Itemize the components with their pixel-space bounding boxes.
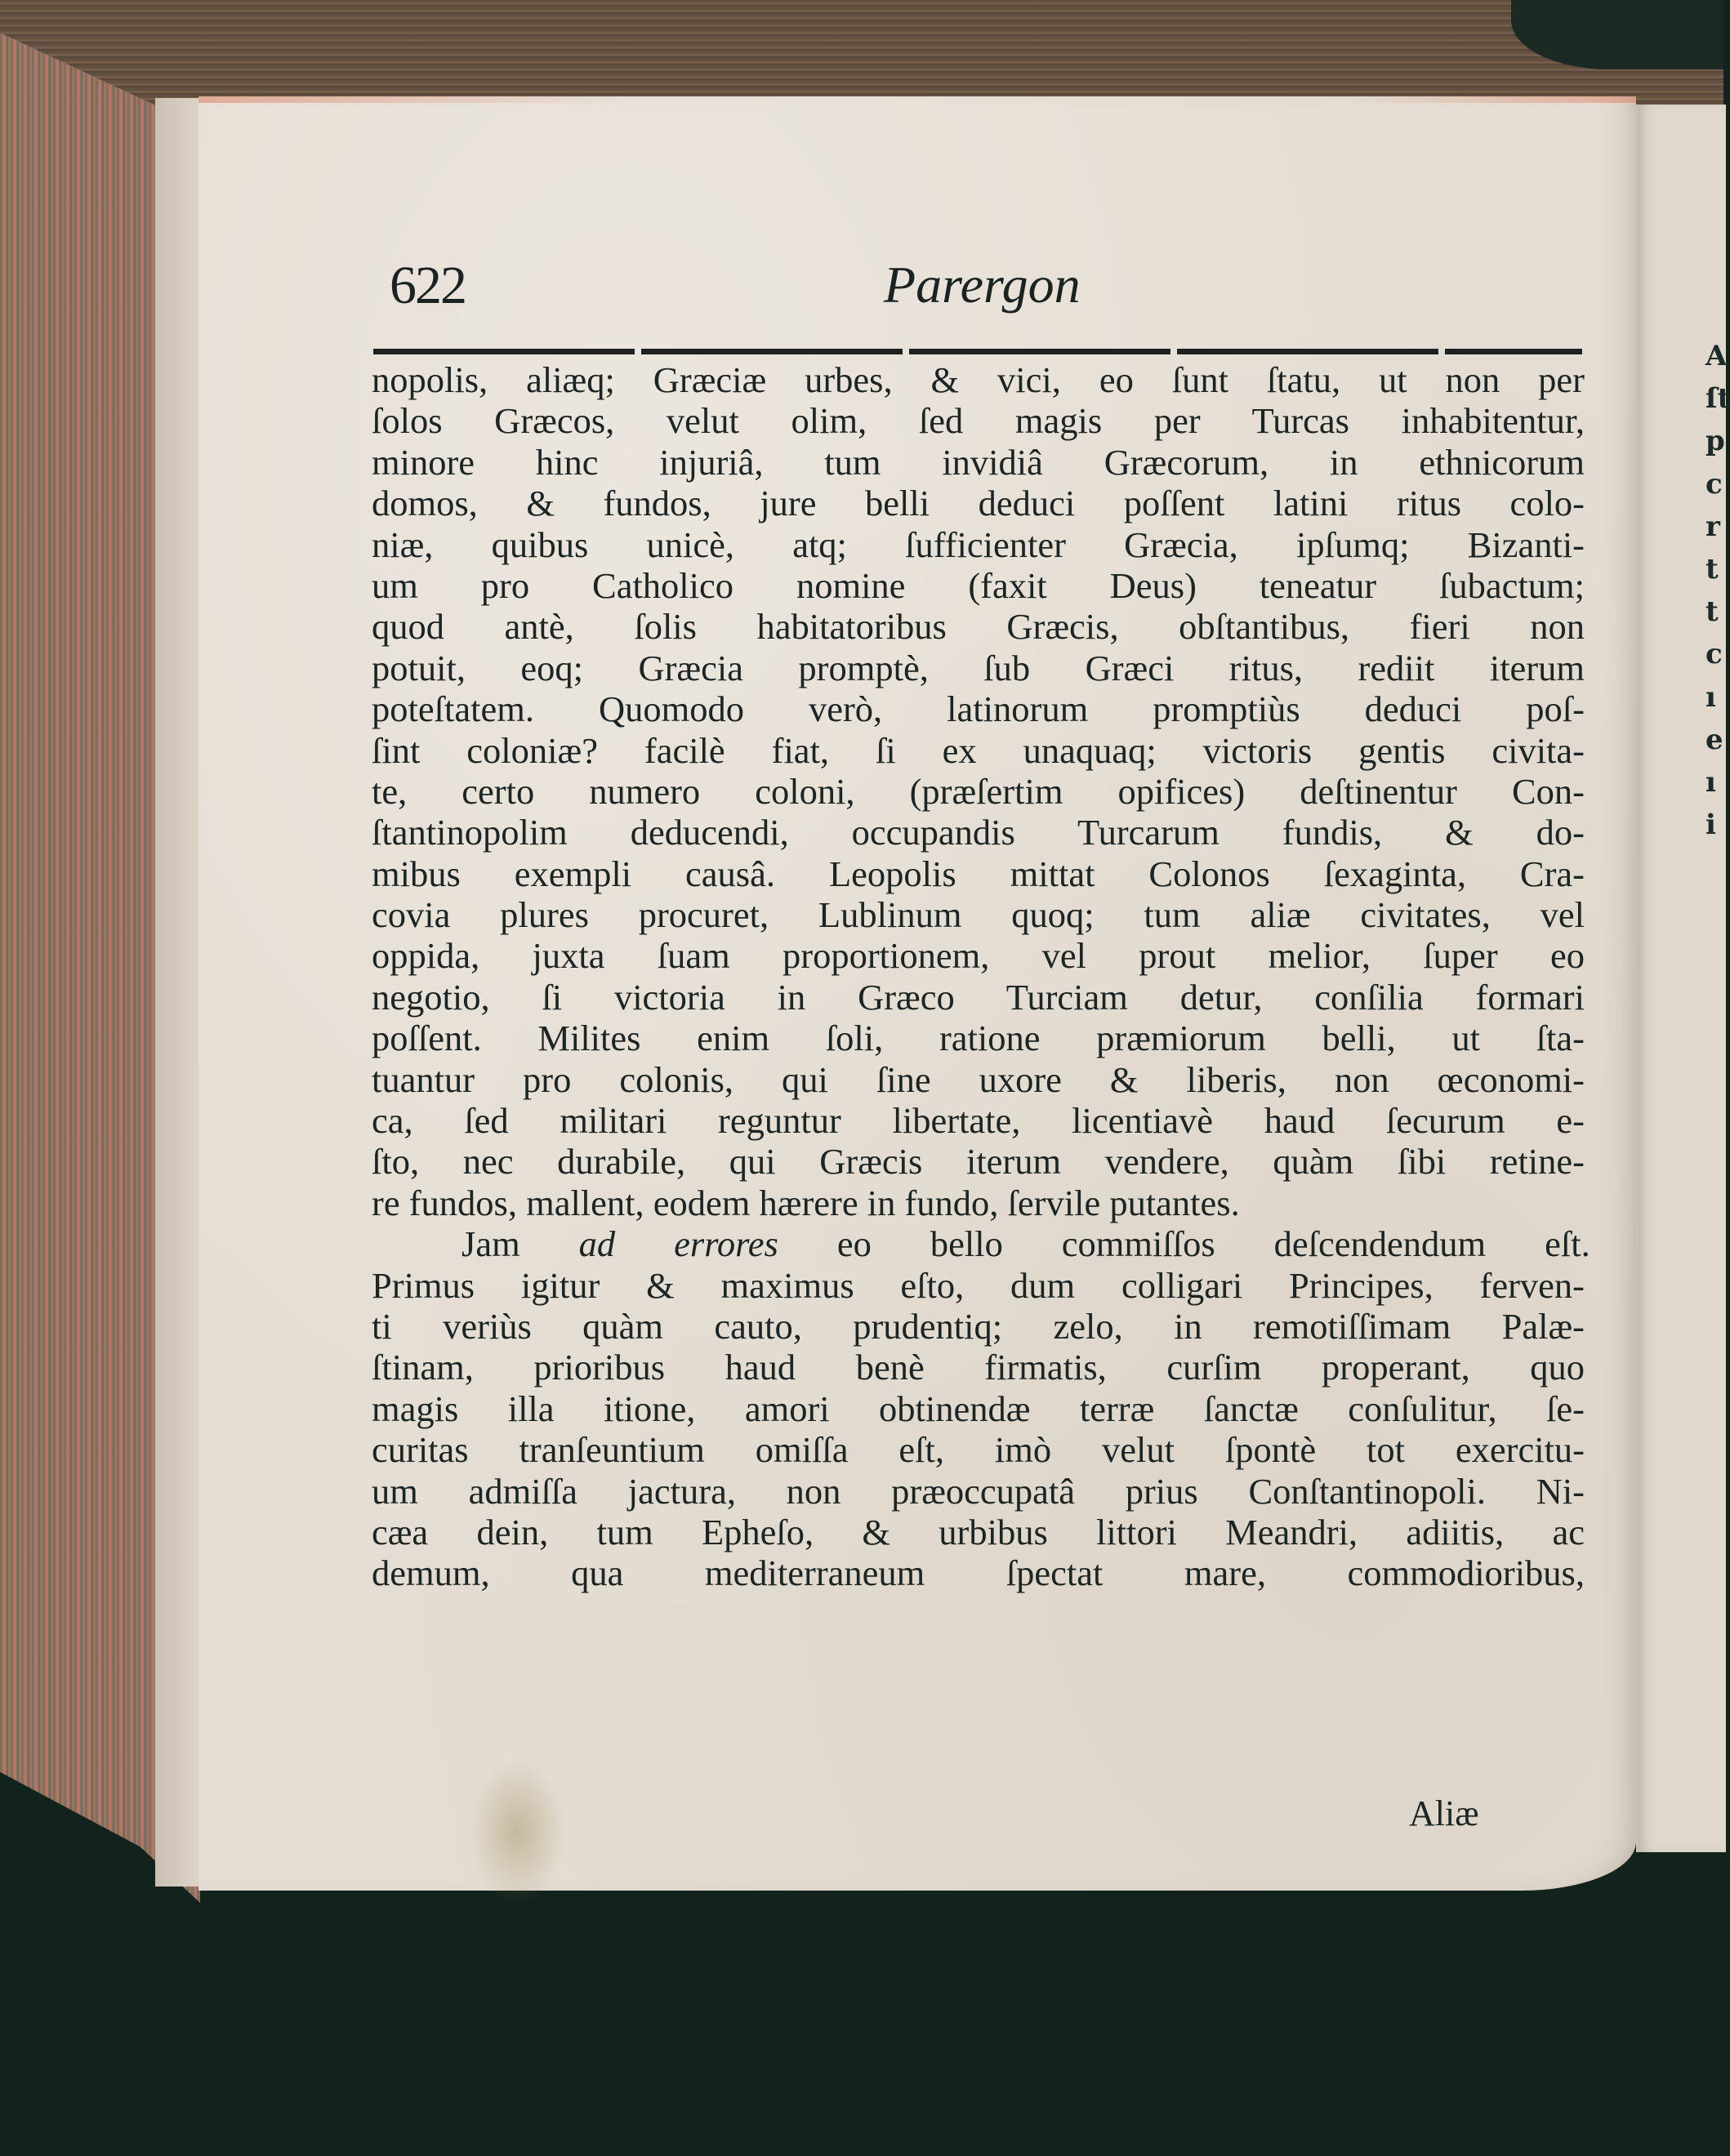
facing-glyph: t — [1705, 595, 1719, 629]
text-line: ſolos Græcos, velut olim, ſed magis per Turcas inhabitentur, — [372, 400, 1585, 442]
facing-glyph: ſt — [1705, 382, 1730, 416]
text-line: niæ, quibus unicè, atq; ſufficienter Græcia, ipſumq; Bizanti- — [372, 523, 1585, 565]
page-number: 622 — [390, 256, 466, 315]
text-line: te, certo numero coloni, (præſertim opifices) deſtinentur Con- — [372, 770, 1585, 812]
catchword: Aliæ — [1409, 1793, 1479, 1833]
text-line: tuantur pro colonis, qui ſine uxore & liberis, non œconomi- — [372, 1058, 1585, 1100]
text-line: domos, & fundos, jure belli deduci poſſent latini ritus colo- — [372, 483, 1585, 524]
body-text — [372, 359, 1590, 1594]
text-line: demum, qua mediterraneum ſpectat mare, commodioribus, — [372, 1552, 1585, 1594]
text-line: ſto, nec durabile, qui Græcis iterum vendere, quàm ſibi retine- — [372, 1141, 1585, 1183]
text-line: poteſtatem. Quomodo verò, latinorum promptiùs deduci poſ- — [372, 688, 1585, 730]
text-run: eo bello commiſſos deſcendendum eſt. — [836, 1223, 1590, 1265]
running-head — [390, 255, 1578, 336]
facing-glyph: i — [1705, 808, 1716, 842]
text-line: poſſent. Milites enim ſoli, ratione præmiorum belli, ut ſta- — [372, 1018, 1585, 1059]
facing-glyph: A — [1705, 340, 1728, 372]
text-line: Primus igitur & maximus eſto, dum colligari Principes, ferven- — [372, 1264, 1585, 1306]
text-line: magis illa itione, amori obtinendæ terræ ſanctæ conſulitur, ſe- — [372, 1388, 1585, 1429]
text-line: cæa dein, tum Epheſo, & urbibus littori Meandri, adiitis, ac — [372, 1511, 1585, 1552]
paragraph-first-line — [372, 1223, 1590, 1265]
italic-run: ad errores — [578, 1223, 778, 1265]
text-line: curitas tranſeuntium omiſſa eſt, imò velut ſpontè tot exercitu- — [372, 1429, 1585, 1471]
facing-page-edge — [1636, 105, 1730, 1852]
facing-glyph: e — [1705, 723, 1723, 756]
header-rule — [373, 349, 1582, 354]
text-line: negotio, ſi victoria in Græco Turciam detur, conſilia formari — [372, 976, 1585, 1018]
text-line: re fundos, mallent, eodem hærere in fundo, ſervile putantes. — [372, 1182, 1240, 1223]
text-line: oppida, juxta ſuam proportionem, vel prout melior, ſuper eo — [372, 935, 1585, 977]
book-top-edge — [0, 0, 1723, 108]
facing-glyph: ı — [1705, 766, 1716, 800]
text-line: mibus exempli causâ. Leopolis mittat Colonos ſexaginta, Cra- — [372, 853, 1585, 894]
text-line: ſint coloniæ? facilè fiat, ſi ex unaquaq; victoris gentis civita- — [372, 729, 1585, 771]
text-line: ti veriùs quàm cauto, prudentiq; zelo, in remotiſſimam Palæ- — [372, 1305, 1585, 1347]
facing-glyph: c — [1705, 467, 1723, 501]
text-line: ſtinam, prioribus haud benè firmatis, curſim properant, quo — [372, 1347, 1585, 1388]
facing-glyph: c — [1705, 638, 1723, 671]
text-line: quod antè, ſolis habitatoribus Græcis, obſtantibus, fieri non — [372, 606, 1585, 648]
facing-glyph: p — [1705, 425, 1725, 458]
text-line: um pro Catholico nomine (faxit Deus) teneatur ſubactum; — [372, 564, 1585, 606]
water-stain — [468, 1758, 566, 1905]
text-line: ca, ſed militari reguntur libertate, licentiavè haud ſecurum e- — [372, 1100, 1585, 1142]
facing-glyph: ı — [1705, 680, 1716, 714]
text-line: nopolis, aliæq; Græciæ urbes, & vici, eo ſunt ſtatu, ut non per — [372, 359, 1585, 400]
text-line: covia plures procuret, Lublinum quoq; tum aliæ civitates, vel — [372, 894, 1585, 936]
facing-glyph: r — [1705, 510, 1720, 543]
text-line: potuit, eoq; Græcia promptè, ſub Græci ritus, rediit iterum — [372, 647, 1585, 688]
page-stack-inner-edge — [155, 98, 200, 1886]
text-line: um admiſſa jactura, non præoccupatâ prius Conſtantinopoli. Ni- — [372, 1470, 1585, 1512]
facing-glyph: t — [1705, 553, 1719, 586]
text-run: Jam — [461, 1223, 520, 1265]
text-line: minore hinc injuriâ, tum invidiâ Græcorum, in ethnicorum — [372, 441, 1585, 483]
facing-page-letters — [1705, 335, 1730, 846]
text-line: ſtantinopolim deducendi, occupandis Turcarum fundis, & do- — [372, 812, 1585, 853]
running-title: Parergon — [884, 256, 1081, 314]
